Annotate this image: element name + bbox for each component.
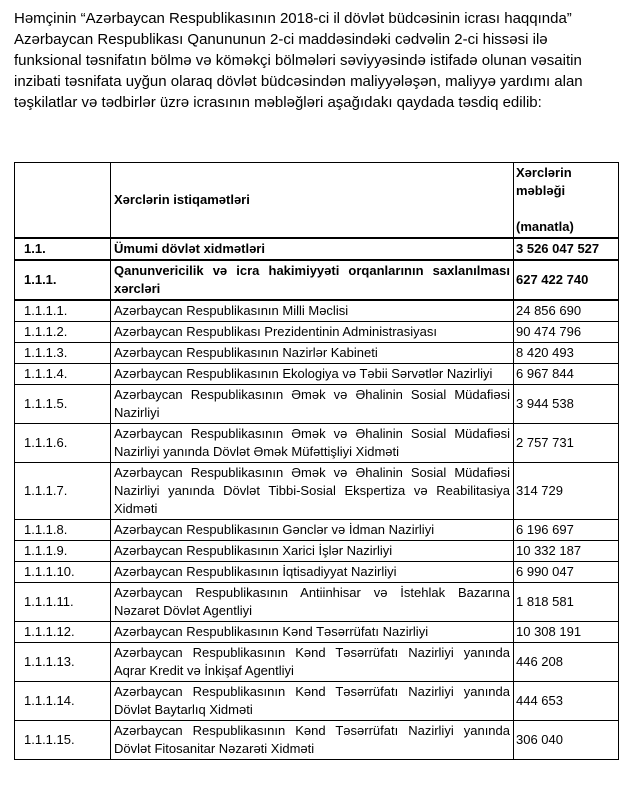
row-code: 1.1.1.8. bbox=[15, 520, 111, 541]
table-row bbox=[15, 260, 619, 300]
header-direction-cell: Xərclərin istiqamətləri bbox=[111, 163, 514, 239]
table-row bbox=[15, 562, 619, 583]
table-row bbox=[15, 238, 619, 260]
table-row bbox=[15, 322, 619, 343]
row-code: 1.1.1.2. bbox=[15, 322, 111, 343]
row-direction: Azərbaycan Respublikasının Kənd Təsərrüfatı Nazirliyi bbox=[111, 622, 514, 643]
row-amount: 1 818 581 bbox=[514, 583, 619, 622]
row-direction: Azərbaycan Respublikasının Xarici İşlər Nazirliyi bbox=[111, 541, 514, 562]
row-amount: 6 990 047 bbox=[514, 562, 619, 583]
row-direction: Azərbaycan Respublikası Prezidentinin Administrasiyası bbox=[111, 322, 514, 343]
row-code: 1.1.1.7. bbox=[15, 463, 111, 520]
row-direction: Azərbaycan Respublikasının Kənd Təsərrüfatı Nazirliyi yanında Aqrar Kredit və İnkişaf Agentliyi bbox=[111, 643, 514, 682]
row-amount: 627 422 740 bbox=[514, 260, 619, 300]
table-row bbox=[15, 385, 619, 424]
row-code: 1.1.1.4. bbox=[15, 364, 111, 385]
row-code: 1.1.1.14. bbox=[15, 682, 111, 721]
table-row bbox=[15, 643, 619, 682]
row-code: 1.1.1.1. bbox=[15, 300, 111, 322]
row-direction: Azərbaycan Respublikasının Əmək və Əhalinin Sosial Müdafiəsi Nazirliyi yanında Dövlət Əmək Müfəttişliyi Xidməti bbox=[111, 424, 514, 463]
row-amount: 10 332 187 bbox=[514, 541, 619, 562]
row-code: 1.1.1. bbox=[15, 260, 111, 300]
row-direction: Azərbaycan Respublikasının Milli Məclisi bbox=[111, 300, 514, 322]
row-code: 1.1.1.15. bbox=[15, 721, 111, 760]
row-direction: Ümumi dövlət xidmətləri bbox=[111, 238, 514, 260]
row-code: 1.1.1.11. bbox=[15, 583, 111, 622]
row-amount: 3 944 538 bbox=[514, 385, 619, 424]
table-row bbox=[15, 520, 619, 541]
budget-table-body bbox=[15, 238, 619, 760]
row-amount: 306 040 bbox=[514, 721, 619, 760]
intro-paragraph: Həmçinin “Azərbaycan Respublikasının 2018-ci il dövlət büdcəsinin icrası haqqında” Azərbaycan Respublikası Qanununun 2-ci maddəsindəki cədvəlin 2-ci hissəsi ilə funksional təsnifatın bölmə və köməkçi bölmələri səviyyəsində istifadə olunan vəsaitin inzibati təsnifata uyğun olaraq dövlət büdcəsindən maliyyələşən, maliyyə yardımı alan təşkilatlar və tədbirlər üzrə icrasının məbləğləri aşağıdakı qaydada təsdiq edilib: bbox=[14, 10, 583, 111]
table-row bbox=[15, 622, 619, 643]
table-row bbox=[15, 364, 619, 385]
table-row bbox=[15, 682, 619, 721]
row-direction: Azərbaycan Respublikasının Ekologiya və Təbii Sərvətlər Nazirliyi bbox=[111, 364, 514, 385]
row-amount: 3 526 047 527 bbox=[514, 238, 619, 260]
table-row bbox=[15, 300, 619, 322]
table-header-row bbox=[15, 163, 619, 239]
row-code: 1.1.1.3. bbox=[15, 343, 111, 364]
row-amount: 24 856 690 bbox=[514, 300, 619, 322]
table-row bbox=[15, 424, 619, 463]
header-amount-label: Xərclərin məbləği bbox=[516, 165, 572, 198]
row-code: 1.1.1.9. bbox=[15, 541, 111, 562]
header-amount-unit: (manatla) bbox=[516, 219, 574, 234]
table-row bbox=[15, 721, 619, 760]
row-amount: 314 729 bbox=[514, 463, 619, 520]
row-direction: Azərbaycan Respublikasının Antiinhisar və İstehlak Bazarına Nəzarət Dövlət Agentliyi bbox=[111, 583, 514, 622]
row-amount: 10 308 191 bbox=[514, 622, 619, 643]
table-row bbox=[15, 463, 619, 520]
row-direction: Azərbaycan Respublikasının Əmək və Əhalinin Sosial Müdafiəsi Nazirliyi bbox=[111, 385, 514, 424]
header-amount-cell bbox=[514, 163, 619, 239]
row-code: 1.1.1.10. bbox=[15, 562, 111, 583]
row-code: 1.1.1.12. bbox=[15, 622, 111, 643]
table-row bbox=[15, 583, 619, 622]
row-code: 1.1.1.6. bbox=[15, 424, 111, 463]
row-code: 1.1. bbox=[15, 238, 111, 260]
row-direction: Azərbaycan Respublikasının Əmək və Əhalinin Sosial Müdafiəsi Nazirliyi yanında Dövlət Tibbi-Sosial Ekspertiza və Reabilitasiya Xidməti bbox=[111, 463, 514, 520]
row-direction: Azərbaycan Respublikasının Kənd Təsərrüfatı Nazirliyi yanında Dövlət Fitosanitar Nəzarəti Xidməti bbox=[111, 721, 514, 760]
header-amount-spacer bbox=[516, 200, 617, 218]
table-row bbox=[15, 343, 619, 364]
row-direction: Azərbaycan Respublikasının Kənd Təsərrüfatı Nazirliyi yanında Dövlət Baytarlıq Xidməti bbox=[111, 682, 514, 721]
row-amount: 444 653 bbox=[514, 682, 619, 721]
row-amount: 446 208 bbox=[514, 643, 619, 682]
row-amount: 8 420 493 bbox=[514, 343, 619, 364]
header-code-cell bbox=[15, 163, 111, 239]
row-direction: Azərbaycan Respublikasının İqtisadiyyat Nazirliyi bbox=[111, 562, 514, 583]
table-row bbox=[15, 541, 619, 562]
row-direction: Qanunvericilik və icra hakimiyyəti orqanlarının saxlanılması xərcləri bbox=[111, 260, 514, 300]
row-amount: 6 967 844 bbox=[514, 364, 619, 385]
budget-table bbox=[14, 162, 619, 760]
row-code: 1.1.1.13. bbox=[15, 643, 111, 682]
row-direction: Azərbaycan Respublikasının Gənclər və İdman Nazirliyi bbox=[111, 520, 514, 541]
row-amount: 90 474 796 bbox=[514, 322, 619, 343]
row-direction: Azərbaycan Respublikasının Nazirlər Kabineti bbox=[111, 343, 514, 364]
row-amount: 2 757 731 bbox=[514, 424, 619, 463]
row-amount: 6 196 697 bbox=[514, 520, 619, 541]
row-code: 1.1.1.5. bbox=[15, 385, 111, 424]
